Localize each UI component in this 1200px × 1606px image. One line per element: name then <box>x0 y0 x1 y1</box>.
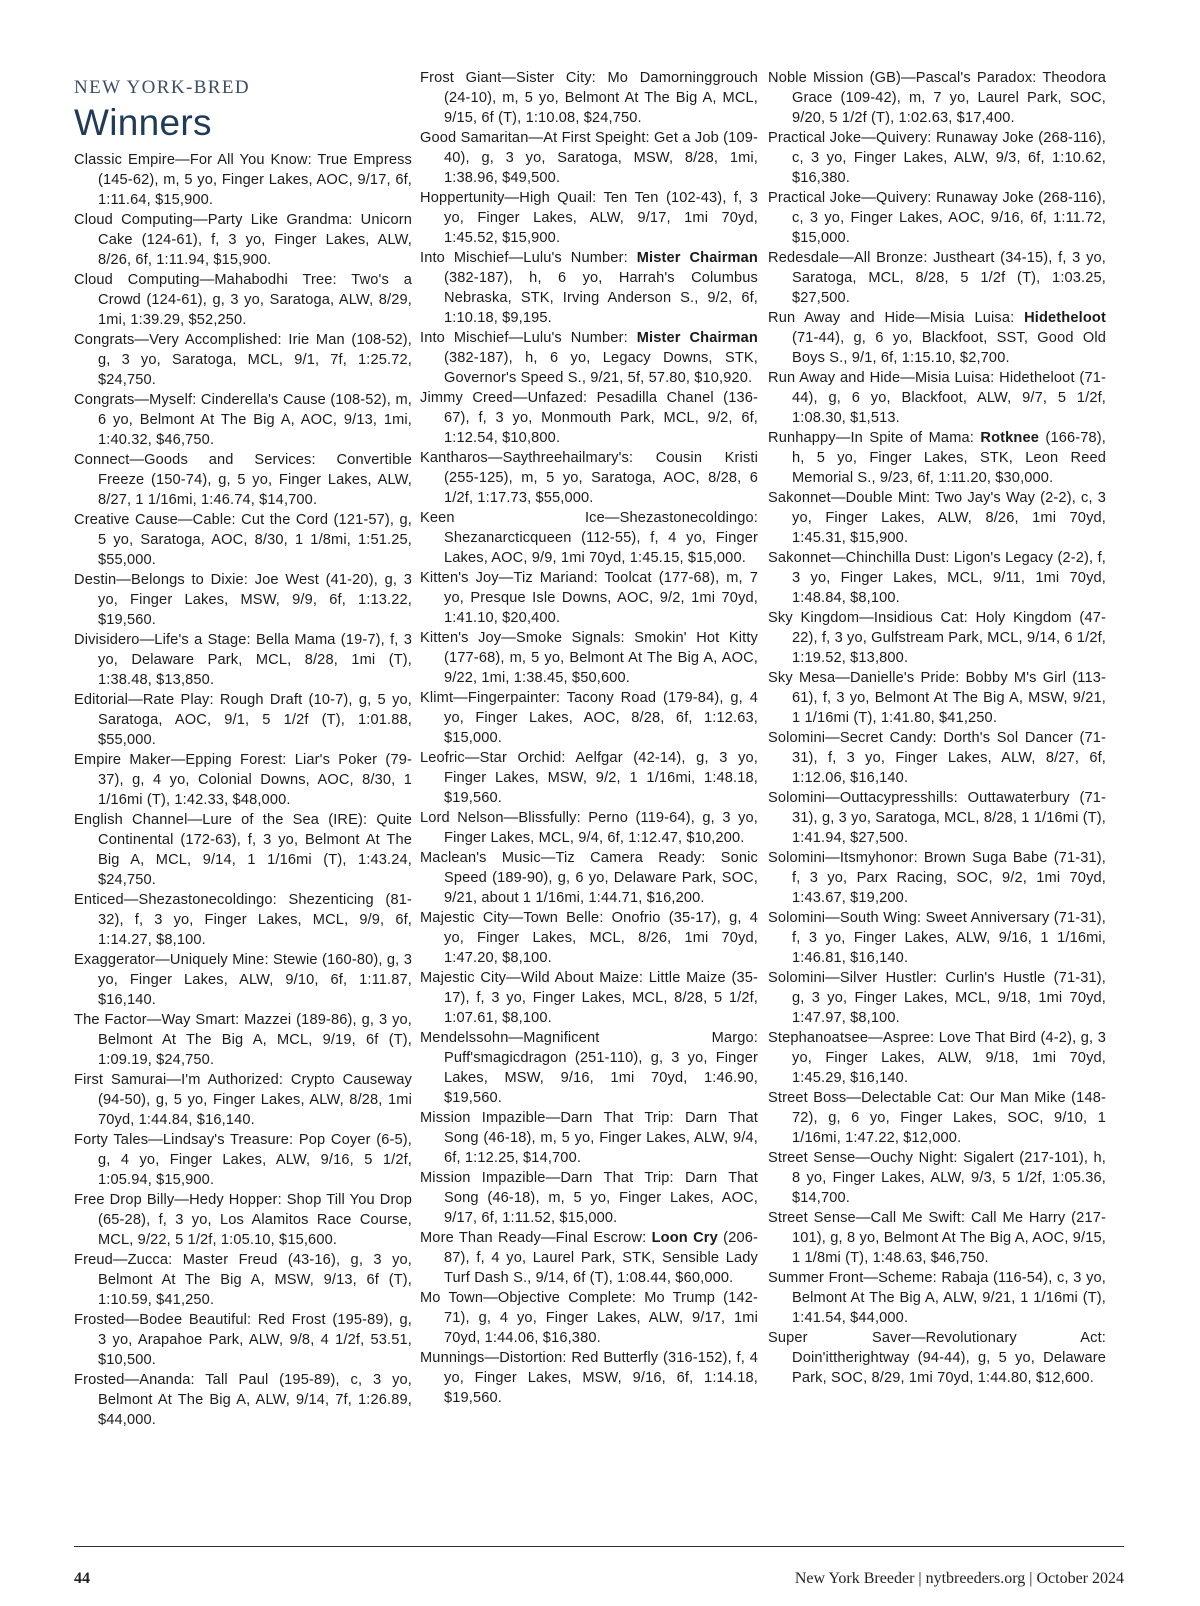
winner-entry <box>420 1168 758 1228</box>
stakes-winner-name: Rotknee <box>980 430 1040 446</box>
entry-text: Stephanoatsee—Aspree: Love That Bird (4-2), g, 3 yo, Finger Lakes, ALW, 9/18, 1mi 70yd, 1:45.29, $16,140. <box>768 1030 1106 1086</box>
winner-entry <box>768 548 1106 608</box>
entry-text: Summer Front—Scheme: Rabaja (116-54), c, 3 yo, Belmont At The Big A, ALW, 9/21, 1 1/16mi (T), 1:41.54, $44,000. <box>768 1270 1106 1326</box>
winner-entry <box>74 1130 412 1190</box>
entry-text: Congrats—Very Accomplished: Irie Man (108-52), g, 3 yo, Saratoga, MCL, 9/1, 7f, 1:25.72, $24,750. <box>74 332 412 388</box>
winner-entry <box>74 1010 412 1070</box>
entry-text: Empire Maker—Epping Forest: Liar's Poker (79-37), g, 4 yo, Colonial Downs, AOC, 8/30, 1 1/16mi (T), 1:42.33, $48,000. <box>74 752 412 808</box>
winner-entry <box>74 810 412 890</box>
winner-entry <box>420 568 758 628</box>
entry-text: Maclean's Music—Tiz Camera Ready: Sonic Speed (189-90), g, 6 yo, Delaware Park, SOC, 9/21, about 1 1/16mi, 1:44.71, $16,200. <box>420 850 758 906</box>
winner-entry <box>74 890 412 950</box>
entry-text: Mendelssohn—Magnificent Margo: Puff'smagicdragon (251-110), g, 3 yo, Finger Lakes, MSW, 9/16, 1mi 70yd, 1:46.90, $19,560. <box>420 1030 758 1106</box>
entry-text: Solomini—Outtacypresshills: Outtawaterbury (71-31), g, 3 yo, Saratoga, MCL, 8/28, 1 1/16mi (T), 1:41.94, $27,500. <box>768 790 1106 846</box>
entry-text: (382-187), h, 6 yo, Harrah's Columbus Nebraska, STK, Irving Anderson S., 9/2, 6f, 1:10.18, $9,195. <box>444 270 758 326</box>
page-number: 44 <box>74 1570 90 1587</box>
entry-text: Solomini—Secret Candy: Dorth's Sol Dancer (71-31), f, 3 yo, Finger Lakes, ALW, 8/27, 6f, 1:12.06, $16,140. <box>768 730 1106 786</box>
entry-text: Lord Nelson—Blissfully: Perno (119-64), g, 3 yo, Finger Lakes, MCL, 9/4, 6f, 1:12.47, $10,200. <box>420 810 758 846</box>
column-1 <box>74 150 412 1430</box>
winner-entry <box>768 1268 1106 1328</box>
entry-text: Free Drop Billy—Hedy Hopper: Shop Till You Drop (65-28), f, 3 yo, Los Alamitos Race Course, MCL, 9/22, 5 1/2f, 1:05.10, $15,600. <box>74 1192 412 1248</box>
winner-entry <box>74 750 412 810</box>
entry-text: The Factor—Way Smart: Mazzei (189-86), g, 3 yo, Belmont At The Big A, MCL, 9/19, 6f (T), 1:09.19, $24,750. <box>74 1012 412 1068</box>
entry-text: Solomini—Itsmyhonor: Brown Suga Babe (71-31), f, 3 yo, Parx Racing, SOC, 9/2, 1mi 70yd, 1:43.67, $19,200. <box>768 850 1106 906</box>
column-2 <box>420 68 758 1408</box>
entry-text: Hoppertunity—High Quail: Ten Ten (102-43), f, 3 yo, Finger Lakes, ALW, 9/17, 1mi 70yd, 1:45.52, $15,900. <box>420 190 758 246</box>
entry-text: Runhappy—In Spite of Mama: <box>768 430 981 446</box>
entry-text: Cloud Computing—Mahabodhi Tree: Two's a Crowd (124-61), g, 3 yo, Saratoga, ALW, 8/29, 1mi, 1:39.29, $52,250. <box>74 272 412 328</box>
entry-text: Sky Mesa—Danielle's Pride: Bobby M's Girl (113-61), f, 3 yo, Belmont At The Big A, MSW, 9/21, 1 1/16mi (T), 1:41.80, $41,250. <box>768 670 1106 726</box>
entry-text: Kitten's Joy—Tiz Mariand: Toolcat (177-68), m, 7 yo, Presque Isle Downs, AOC, 9/2, 1mi 70yd, 1:41.10, $20,400. <box>420 570 758 626</box>
entry-text: Freud—Zucca: Master Freud (43-16), g, 3 yo, Belmont At The Big A, MSW, 9/13, 6f (T), 1:10.59, $41,250. <box>74 1252 412 1308</box>
winner-entry <box>420 128 758 188</box>
winner-entry <box>768 788 1106 848</box>
winner-entry <box>768 968 1106 1028</box>
entry-text: Creative Cause—Cable: Cut the Cord (121-57), g, 5 yo, Saratoga, AOC, 8/30, 1 1/8mi, 1:51.25, $55,000. <box>74 512 412 568</box>
winner-entry <box>74 630 412 690</box>
winner-entry <box>768 728 1106 788</box>
winner-entry <box>420 748 758 808</box>
winner-entry <box>74 1370 412 1430</box>
winner-entry <box>74 950 412 1010</box>
entry-text: More Than Ready—Final Escrow: <box>420 1230 652 1246</box>
winner-entry <box>74 450 412 510</box>
winner-entry <box>74 510 412 570</box>
winner-entry <box>420 388 758 448</box>
entry-text: Classic Empire—For All You Know: True Empress (145-62), m, 5 yo, Finger Lakes, AOC, 9/17, 6f, 1:11.64, $15,900. <box>74 152 412 208</box>
entry-text: Majestic City—Wild About Maize: Little Maize (35-17), f, 3 yo, Finger Lakes, MCL, 8/28, 5 1/2f, 1:07.61, $8,100. <box>420 970 758 1026</box>
winner-entry <box>768 128 1106 188</box>
entry-text: Noble Mission (GB)—Pascal's Paradox: Theodora Grace (109-42), m, 7 yo, Laurel Park, SOC, 9/20, 5 1/2f (T), 1:02.63, $17,400. <box>768 70 1106 126</box>
winner-entry <box>768 1088 1106 1148</box>
publication-info: New York Breeder | nytbreeders.org | October 2024 <box>794 1570 1124 1587</box>
winner-entry <box>420 1348 758 1408</box>
winner-entry <box>420 968 758 1028</box>
winner-entry <box>768 848 1106 908</box>
entry-text: Mission Impazible—Darn That Trip: Darn That Song (46-18), m, 5 yo, Finger Lakes, AOC, 9/17, 6f, 1:11.52, $15,000. <box>420 1170 758 1226</box>
winner-entry <box>74 150 412 210</box>
winner-entry <box>420 248 758 328</box>
entry-text: Redesdale—All Bronze: Justheart (34-15), f, 3 yo, Saratoga, MCL, 8/28, 5 1/2f (T), 1:03.25, $27,500. <box>768 250 1106 306</box>
entry-text: Destin—Belongs to Dixie: Joe West (41-20), g, 3 yo, Finger Lakes, MSW, 9/9, 6f, 1:13.22, $19,560. <box>74 572 412 628</box>
entry-text: Sakonnet—Double Mint: Two Jay's Way (2-2), c, 3 yo, Finger Lakes, ALW, 8/26, 1mi 70yd, 1:45.31, $15,900. <box>768 490 1106 546</box>
winner-entry <box>420 808 758 848</box>
entry-text: Exaggerator—Uniquely Mine: Stewie (160-80), g, 3 yo, Finger Lakes, ALW, 9/10, 6f, 1:11.87, $16,140. <box>74 952 412 1008</box>
winner-entry <box>768 488 1106 548</box>
entry-text: Run Away and Hide—Misia Luisa: <box>768 310 1025 326</box>
entry-text: Congrats—Myself: Cinderella's Cause (108-52), m, 6 yo, Belmont At The Big A, AOC, 9/13, 1mi, 1:40.32, $46,750. <box>74 392 412 448</box>
entry-text: Keen Ice—Shezastonecoldingo: Shezanarcticqueen (112-55), f, 4 yo, Finger Lakes, AOC, 9/9, 1mi 70yd, 1:45.15, $15,000. <box>420 510 758 566</box>
winner-entry <box>420 628 758 688</box>
winner-entry <box>768 248 1106 308</box>
winner-entry <box>420 328 758 388</box>
winner-entry <box>74 210 412 270</box>
winner-entry <box>420 448 758 508</box>
entry-text: Street Sense—Ouchy Night: Sigalert (217-101), h, 8 yo, Finger Lakes, ALW, 9/3, 5 1/2f, 1:05.36, $14,700. <box>768 1150 1106 1206</box>
entry-text: Into Mischief—Lulu's Number: <box>420 250 637 266</box>
winner-entry <box>768 908 1106 968</box>
entry-text: Solomini—Silver Hustler: Curlin's Hustle (71-31), g, 3 yo, Finger Lakes, MCL, 9/18, 1mi 70yd, 1:47.97, $8,100. <box>768 970 1106 1026</box>
winner-entry <box>74 270 412 330</box>
entry-text: Klimt—Fingerpainter: Tacony Road (179-84), g, 4 yo, Finger Lakes, AOC, 8/28, 6f, 1:12.63, $15,000. <box>420 690 758 746</box>
winner-entry <box>420 1028 758 1108</box>
entry-text: Street Sense—Call Me Swift: Call Me Harry (217-101), g, 8 yo, Belmont At The Big A, AOC, 9/15, 1 1/8mi (T), 1:48.63, $46,750. <box>768 1210 1106 1266</box>
winner-entry <box>420 188 758 248</box>
winner-entry <box>768 1148 1106 1208</box>
entry-text: Practical Joke—Quivery: Runaway Joke (268-116), c, 3 yo, Finger Lakes, ALW, 9/3, 6f, 1:10.62, $16,380. <box>768 130 1106 186</box>
stakes-winner-name: Mister Chairman <box>636 250 758 266</box>
entry-text: Majestic City—Town Belle: Onofrio (35-17), g, 4 yo, Finger Lakes, MCL, 8/26, 1mi 70yd, 1:47.20, $8,100. <box>420 910 758 966</box>
winner-entry <box>768 608 1106 668</box>
stakes-winner-name: Mister Chairman <box>636 330 758 346</box>
winner-entry <box>420 68 758 128</box>
entry-text: Connect—Goods and Services: Convertible Freeze (150-74), g, 5 yo, Finger Lakes, ALW, 8/27, 1 1/16mi, 1:46.74, $14,700. <box>74 452 412 508</box>
winner-entry <box>420 848 758 908</box>
entry-text: Mission Impazible—Darn That Trip: Darn That Song (46-18), m, 5 yo, Finger Lakes, ALW, 9/4, 6f, 1:12.25, $14,700. <box>420 1110 758 1166</box>
entry-text: Munnings—Distortion: Red Butterfly (316-152), f, 4 yo, Finger Lakes, MSW, 9/16, 6f, 1:14.18, $19,560. <box>420 1350 758 1406</box>
entry-text: Forty Tales—Lindsay's Treasure: Pop Coyer (6-5), g, 4 yo, Finger Lakes, ALW, 9/16, 5 1/2f, 1:05.94, $15,900. <box>74 1132 412 1188</box>
winner-entry <box>74 570 412 630</box>
entry-text: Good Samaritan—At First Speight: Get a Job (109-40), g, 3 yo, Saratoga, MSW, 8/28, 1mi, 1:38.96, $49,500. <box>420 130 758 186</box>
winner-entry <box>768 308 1106 368</box>
winner-entry <box>768 1028 1106 1088</box>
winner-entry <box>74 1250 412 1310</box>
entry-text: Run Away and Hide—Misia Luisa: Hidetheloot (71-44), g, 6 yo, Blackfoot, ALW, 9/7, 5 1/2f, 1:08.30, $1,513. <box>768 370 1106 426</box>
entry-text: (71-44), g, 6 yo, Blackfoot, SST, Good Old Boys S., 9/1, 6f, 1:15.10, $2,700. <box>792 330 1106 366</box>
winner-entry <box>420 1288 758 1348</box>
entry-text: (382-187), h, 6 yo, Legacy Downs, STK, Governor's Speed S., 9/21, 5f, 57.80, $10,920. <box>444 350 758 386</box>
entry-text: Kantharos—Saythreehailmary's: Cousin Kristi (255-125), m, 5 yo, Saratoga, AOC, 8/28, 6 1/2f, 1:17.73, $55,000. <box>420 450 758 506</box>
entry-text: First Samurai—I'm Authorized: Crypto Causeway (94-50), g, 5 yo, Finger Lakes, ALW, 8/28, 1mi 70yd, 1:44.84, $16,140. <box>74 1072 412 1128</box>
entry-text: Super Saver—Revolutionary Act: Doin'ittherightway (94-44), g, 5 yo, Delaware Park, SOC, 8/29, 1mi 70yd, 1:44.80, $12,600. <box>768 1330 1106 1386</box>
winner-entry <box>74 690 412 750</box>
section-header <box>74 76 404 144</box>
winner-entry <box>420 1108 758 1168</box>
entry-text: Frosted—Bodee Beautiful: Red Frost (195-89), g, 3 yo, Arapahoe Park, ALW, 9/8, 4 1/2f, 53.51, $10,500. <box>74 1312 412 1368</box>
winner-entry <box>74 1070 412 1130</box>
stakes-winner-name: Hidetheloot <box>1024 310 1106 326</box>
entry-text: Kitten's Joy—Smoke Signals: Smokin' Hot Kitty (177-68), m, 5 yo, Belmont At The Big A, AOC, 9/22, 1mi, 1:38.45, $50,600. <box>420 630 758 686</box>
page-title: Winners <box>74 102 212 143</box>
entry-text: Leofric—Star Orchid: Aelfgar (42-14), g, 3 yo, Finger Lakes, MSW, 9/2, 1 1/16mi, 1:48.18, $19,560. <box>420 750 758 806</box>
section-kicker: NEW YORK-BRED <box>74 77 250 98</box>
entry-text: Divisidero—Life's a Stage: Bella Mama (19-7), f, 3 yo, Delaware Park, MCL, 8/28, 1mi (T), 1:38.48, $13,850. <box>74 632 412 688</box>
entry-text: Jimmy Creed—Unfazed: Pesadilla Chanel (136-67), f, 3 yo, Monmouth Park, MCL, 9/2, 6f, 1:12.54, $10,800. <box>420 390 758 446</box>
winner-entry <box>74 1310 412 1370</box>
stakes-winner-name: Loon Cry <box>651 1230 718 1246</box>
winner-entry <box>768 68 1106 128</box>
winner-entry <box>74 390 412 450</box>
entry-text: Solomini—South Wing: Sweet Anniversary (71-31), f, 3 yo, Finger Lakes, ALW, 9/16, 1 1/16mi, 1:46.81, $16,140. <box>768 910 1106 966</box>
entry-text: Sakonnet—Chinchilla Dust: Ligon's Legacy (2-2), f, 3 yo, Finger Lakes, MCL, 9/11, 1mi 70yd, 1:48.84, $8,100. <box>768 550 1106 606</box>
column-3 <box>768 68 1106 1388</box>
entry-text: Sky Kingdom—Insidious Cat: Holy Kingdom (47-22), f, 3 yo, Gulfstream Park, MCL, 9/14, 6 1/2f, 1:19.52, $13,800. <box>768 610 1106 666</box>
entry-text: Practical Joke—Quivery: Runaway Joke (268-116), c, 3 yo, Finger Lakes, AOC, 9/16, 6f, 1:11.72, $15,000. <box>768 190 1106 246</box>
entry-text: Editorial—Rate Play: Rough Draft (10-7), g, 5 yo, Saratoga, AOC, 9/1, 5 1/2f (T), 1:01.88, $55,000. <box>74 692 412 748</box>
winner-entry <box>420 908 758 968</box>
entry-text: (166-78), h, 5 yo, Finger Lakes, STK, Leon Reed Memorial S., 9/23, 6f, 1:11.20, $30,000. <box>792 430 1106 486</box>
winner-entry <box>420 508 758 568</box>
winner-entry <box>768 1208 1106 1268</box>
entry-text: Cloud Computing—Party Like Grandma: Unicorn Cake (124-61), f, 3 yo, Finger Lakes, ALW, 8/26, 6f, 1:11.94, $15,900. <box>74 212 412 268</box>
entry-text: Street Boss—Delectable Cat: Our Man Mike (148-72), g, 6 yo, Finger Lakes, SOC, 9/10, 1 1/16mi, 1:47.22, $12,000. <box>768 1090 1106 1146</box>
entry-text: (206-87), f, 4 yo, Laurel Park, STK, Sensible Lady Turf Dash S., 9/14, 6f (T), 1:08.44, $60,000. <box>444 1230 759 1286</box>
entry-text: English Channel—Lure of the Sea (IRE): Quite Continental (172-63), f, 3 yo, Belmont At The Big A, MCL, 9/14, 1 1/16mi (T), 1:43.24, $24,750. <box>74 812 412 888</box>
winner-entry <box>420 1228 758 1288</box>
entry-text: Into Mischief—Lulu's Number: <box>420 330 637 346</box>
entry-text: Enticed—Shezastonecoldingo: Shezenticing (81-32), f, 3 yo, Finger Lakes, MCL, 9/9, 6f, 1:14.27, $8,100. <box>74 892 412 948</box>
winner-entry <box>74 1190 412 1250</box>
entry-text: Frosted—Ananda: Tall Paul (195-89), c, 3 yo, Belmont At The Big A, ALW, 9/14, 7f, 1:26.89, $44,000. <box>74 1372 412 1428</box>
footer-divider <box>74 1546 1124 1547</box>
winner-entry <box>768 188 1106 248</box>
entry-text: Mo Town—Objective Complete: Mo Trump (142-71), g, 4 yo, Finger Lakes, ALW, 9/17, 1mi 70yd, 1:44.06, $16,380. <box>420 1290 758 1346</box>
winner-entry <box>768 368 1106 428</box>
winner-entry <box>768 668 1106 728</box>
winner-entry <box>768 428 1106 488</box>
winner-entry <box>74 330 412 390</box>
winner-entry <box>420 688 758 748</box>
winner-entry <box>768 1328 1106 1388</box>
entry-text: Frost Giant—Sister City: Mo Damorninggrouch (24-10), m, 5 yo, Belmont At The Big A, MCL, 9/15, 6f (T), 1:10.08, $24,750. <box>420 70 758 126</box>
